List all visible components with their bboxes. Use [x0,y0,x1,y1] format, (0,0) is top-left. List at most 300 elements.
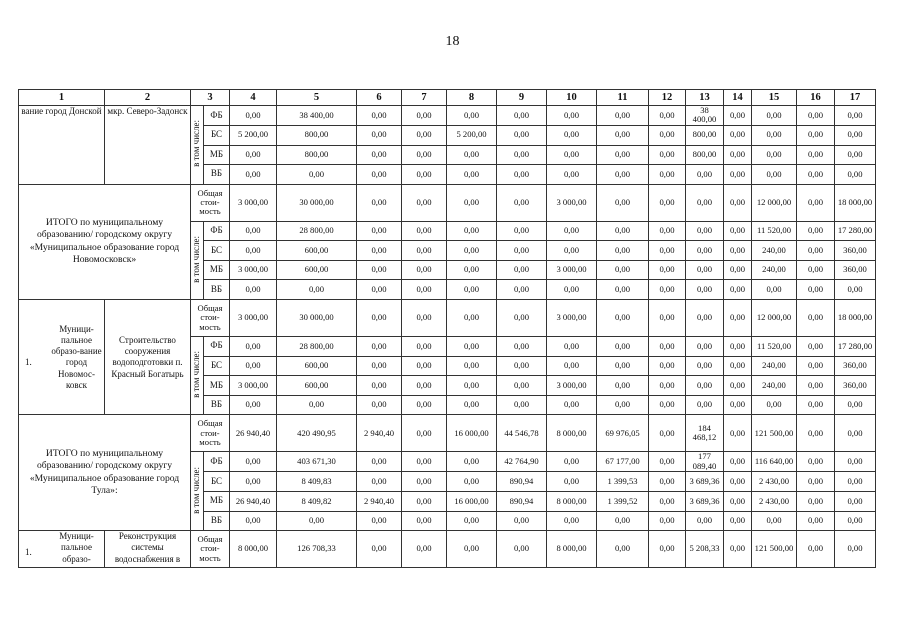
value-cell: 0,00 [724,165,752,185]
vtomchisle-cell [191,106,204,185]
header-cell: 2 [105,90,191,106]
value-cell: 0,00 [686,280,724,300]
value-cell: 360,00 [835,260,876,280]
vtomchisle-cell [191,337,204,415]
value-cell: 0,00 [230,511,277,531]
value-cell: 0,00 [497,125,547,145]
value-cell: 0,00 [597,221,649,241]
value-cell: 0,00 [447,280,497,300]
value-cell: 0,00 [402,241,447,261]
value-cell: 0,00 [724,280,752,300]
value-cell: 0,00 [797,241,835,261]
value-cell: 2 940,40 [357,491,402,511]
value-cell: 0,00 [497,280,547,300]
vtomchisle-label: в том числе: [191,120,202,168]
value-cell: 0,00 [724,491,752,511]
value-cell: 0,00 [752,395,797,415]
value-cell: 0,00 [797,452,835,472]
value-cell: 0,00 [402,356,447,376]
value-cell: 0,00 [402,531,447,568]
value-cell: 0,00 [402,337,447,357]
value-cell: 0,00 [797,356,835,376]
value-cell: 0,00 [402,145,447,165]
value-cell: 0,00 [649,337,686,357]
value-cell: 3 000,00 [547,376,597,396]
value-cell: 0,00 [835,395,876,415]
value-cell: 0,00 [547,145,597,165]
value-cell: 0,00 [649,184,686,221]
value-cell: 3 000,00 [230,184,277,221]
total-cost-label: Общая стои-мость [191,531,230,568]
value-cell: 0,00 [357,531,402,568]
value-cell: 0,00 [686,511,724,531]
value-cell: 0,00 [797,280,835,300]
value-cell: 0,00 [597,280,649,300]
vtomchisle-label: в том числе: [191,351,202,398]
value-cell: 67 177,00 [597,452,649,472]
value-cell: 5 200,00 [447,125,497,145]
value-cell: 0,00 [797,395,835,415]
value-cell: 0,00 [447,221,497,241]
header-cell: 15 [752,90,797,106]
value-cell: 16 000,00 [447,491,497,511]
value-cell: 16 000,00 [447,415,497,452]
source-label: ФБ [204,452,230,472]
value-cell: 177 089,40 [686,452,724,472]
value-cell: 0,00 [547,241,597,261]
value-cell: 0,00 [686,221,724,241]
value-cell: 0,00 [497,106,547,126]
value-cell: 8 000,00 [230,531,277,568]
value-cell: 69 976,05 [597,415,649,452]
row-number: 1. [25,547,32,558]
value-cell: 0,00 [597,337,649,357]
value-cell: 0,00 [724,511,752,531]
value-cell: 0,00 [597,260,649,280]
value-cell: 800,00 [277,125,357,145]
value-cell: 0,00 [547,221,597,241]
value-cell: 0,00 [497,300,547,337]
value-cell: 600,00 [277,260,357,280]
value-cell: 0,00 [724,452,752,472]
value-cell: 0,00 [835,452,876,472]
value-cell: 0,00 [724,356,752,376]
value-cell: 0,00 [797,472,835,492]
vtomchisle-label: в том числе: [191,466,202,514]
value-cell: 0,00 [686,165,724,185]
value-cell: 0,00 [447,165,497,185]
value-cell: 0,00 [547,337,597,357]
source-label: МБ [204,145,230,165]
value-cell: 0,00 [230,280,277,300]
value-cell: 0,00 [277,395,357,415]
source-label: МБ [204,491,230,511]
header-cell: 6 [357,90,402,106]
value-cell: 0,00 [547,472,597,492]
value-cell: 126 708,33 [277,531,357,568]
itogo-title: ИТОГО по муниципальному образованию/ городскому округу «Муниципальное образование город Тула»: [19,415,191,531]
value-cell: 360,00 [835,241,876,261]
value-cell: 0,00 [724,300,752,337]
value-cell: 0,00 [724,472,752,492]
value-cell: 0,00 [597,106,649,126]
value-cell: 0,00 [230,165,277,185]
value-cell: 0,00 [597,531,649,568]
value-cell: 0,00 [724,125,752,145]
total-cost-label: Общая стои-мость [191,300,230,337]
value-cell: 0,00 [547,106,597,126]
municipality-cell [19,531,105,568]
value-cell: 0,00 [724,145,752,165]
value-cell: 0,00 [357,337,402,357]
value-cell: 28 800,00 [277,337,357,357]
value-cell: 8 409,82 [277,491,357,511]
value-cell: 0,00 [797,260,835,280]
value-cell: 0,00 [357,260,402,280]
value-cell: 0,00 [724,221,752,241]
value-cell: 0,00 [357,356,402,376]
value-cell: 0,00 [752,106,797,126]
value-cell: 0,00 [447,356,497,376]
value-cell: 0,00 [357,165,402,185]
vtomchisle-cell [191,221,204,299]
value-cell: 0,00 [649,221,686,241]
value-cell: 3 000,00 [230,376,277,396]
value-cell: 38 400,00 [686,106,724,126]
value-cell: 0,00 [402,491,447,511]
value-cell: 5 200,00 [230,125,277,145]
value-cell: 0,00 [724,106,752,126]
value-cell: 0,00 [547,165,597,185]
value-cell: 0,00 [497,395,547,415]
value-cell: 0,00 [835,491,876,511]
value-cell: 0,00 [724,395,752,415]
header-cell: 9 [497,90,547,106]
value-cell: 0,00 [686,300,724,337]
value-cell: 11 520,00 [752,337,797,357]
value-cell: 28 800,00 [277,221,357,241]
value-cell: 0,00 [357,184,402,221]
value-cell: 8 409,83 [277,472,357,492]
value-cell: 0,00 [649,241,686,261]
value-cell: 0,00 [835,145,876,165]
value-cell: 240,00 [752,376,797,396]
value-cell: 0,00 [402,472,447,492]
value-cell: 0,00 [447,241,497,261]
value-cell: 0,00 [230,395,277,415]
value-cell: 5 208,33 [686,531,724,568]
value-cell: 0,00 [402,376,447,396]
value-cell: 0,00 [649,165,686,185]
value-cell: 0,00 [447,300,497,337]
value-cell: 18 000,00 [835,184,876,221]
header-cell: 14 [724,90,752,106]
value-cell: 17 280,00 [835,221,876,241]
value-cell: 0,00 [357,395,402,415]
value-cell: 0,00 [357,241,402,261]
value-cell: 0,00 [797,337,835,357]
value-cell: 800,00 [686,125,724,145]
value-cell: 0,00 [497,260,547,280]
source-label: ВБ [204,165,230,185]
value-cell: 0,00 [797,125,835,145]
header-cell: 11 [597,90,649,106]
value-cell: 0,00 [649,452,686,472]
value-cell: 1 399,53 [597,472,649,492]
source-label: ФБ [204,106,230,126]
value-cell: 0,00 [797,300,835,337]
value-cell: 0,00 [230,472,277,492]
value-cell: 0,00 [447,337,497,357]
value-cell: 0,00 [447,376,497,396]
itogo-title: ИТОГО по муниципальному образованию/ городскому округу «Муниципальное образование город Новомосковск» [19,184,191,299]
value-cell: 0,00 [230,356,277,376]
value-cell: 0,00 [597,241,649,261]
value-cell: 240,00 [752,356,797,376]
source-label: БС [204,241,230,261]
value-cell: 800,00 [686,145,724,165]
value-cell: 0,00 [357,472,402,492]
value-cell: 0,00 [597,145,649,165]
value-cell: 0,00 [402,221,447,241]
value-cell: 0,00 [797,491,835,511]
value-cell: 0,00 [686,356,724,376]
value-cell: 0,00 [497,356,547,376]
value-cell: 0,00 [402,165,447,185]
value-cell: 0,00 [402,300,447,337]
value-cell: 12 000,00 [752,184,797,221]
value-cell: 0,00 [230,337,277,357]
value-cell: 0,00 [357,376,402,396]
value-cell: 0,00 [752,165,797,185]
value-cell: 0,00 [797,511,835,531]
value-cell: 0,00 [402,395,447,415]
value-cell: 0,00 [402,452,447,472]
vtomchisle-label: в том числе: [191,235,202,283]
vtomchisle-cell [191,452,204,531]
header-cell: 1 [19,90,105,106]
header-cell: 17 [835,90,876,106]
value-cell: 0,00 [797,221,835,241]
value-cell: 0,00 [597,376,649,396]
value-cell: 26 940,40 [230,415,277,452]
value-cell: 116 640,00 [752,452,797,472]
value-cell: 0,00 [497,511,547,531]
source-label: ВБ [204,280,230,300]
value-cell: 3 000,00 [230,260,277,280]
table-row [19,300,876,337]
value-cell: 0,00 [447,184,497,221]
value-cell: 11 520,00 [752,221,797,241]
value-cell: 360,00 [835,356,876,376]
value-cell: 0,00 [724,337,752,357]
value-cell: 0,00 [835,511,876,531]
value-cell: 0,00 [724,241,752,261]
value-cell: 0,00 [447,472,497,492]
source-label: ВБ [204,511,230,531]
value-cell: 0,00 [797,531,835,568]
value-cell: 0,00 [797,184,835,221]
municipality-name: Муници-пальное образо- [59,531,94,564]
value-cell: 0,00 [724,415,752,452]
value-cell: 0,00 [649,472,686,492]
value-cell: 420 490,95 [277,415,357,452]
value-cell: 0,00 [752,511,797,531]
table-row [19,106,876,126]
value-cell: 0,00 [497,531,547,568]
value-cell: 1 399,52 [597,491,649,511]
value-cell: 0,00 [277,511,357,531]
header-cell: 3 [191,90,230,106]
value-cell: 0,00 [357,452,402,472]
value-cell: 0,00 [597,184,649,221]
value-cell: 3 689,36 [686,472,724,492]
value-cell: 0,00 [649,300,686,337]
value-cell: 0,00 [277,280,357,300]
value-cell: 0,00 [402,415,447,452]
value-cell: 0,00 [497,145,547,165]
table-row [19,184,876,221]
object-cell: Строительство сооружения водоподготовки п. Красный Богатырь [105,300,191,415]
value-cell: 30 000,00 [277,300,357,337]
value-cell: 0,00 [724,376,752,396]
value-cell: 44 546,78 [497,415,547,452]
value-cell: 0,00 [402,511,447,531]
value-cell: 0,00 [597,125,649,145]
source-label: БС [204,472,230,492]
header-cell: 10 [547,90,597,106]
value-cell: 8 000,00 [547,415,597,452]
value-cell: 0,00 [649,491,686,511]
value-cell: 0,00 [230,106,277,126]
value-cell: 0,00 [447,531,497,568]
value-cell: 0,00 [797,106,835,126]
value-cell: 0,00 [547,395,597,415]
value-cell: 360,00 [835,376,876,396]
value-cell: 12 000,00 [752,300,797,337]
value-cell: 0,00 [797,415,835,452]
value-cell: 0,00 [597,511,649,531]
header-cell: 7 [402,90,447,106]
value-cell: 240,00 [752,260,797,280]
value-cell: 18 000,00 [835,300,876,337]
value-cell: 403 671,30 [277,452,357,472]
value-cell: 0,00 [497,241,547,261]
value-cell: 0,00 [497,184,547,221]
value-cell: 0,00 [547,125,597,145]
source-label: БС [204,356,230,376]
value-cell: 0,00 [835,125,876,145]
source-label: ФБ [204,221,230,241]
value-cell: 8 000,00 [547,531,597,568]
municipality-cell [19,300,105,415]
value-cell: 0,00 [547,452,597,472]
table-row [19,415,876,452]
value-cell: 0,00 [686,184,724,221]
value-cell: 0,00 [649,125,686,145]
value-cell: 0,00 [835,415,876,452]
value-cell: 0,00 [724,531,752,568]
value-cell: 0,00 [686,395,724,415]
value-cell: 0,00 [649,280,686,300]
value-cell: 0,00 [497,337,547,357]
value-cell: 0,00 [597,356,649,376]
header-cell: 16 [797,90,835,106]
value-cell: 0,00 [724,184,752,221]
value-cell: 0,00 [447,452,497,472]
value-cell: 2 940,40 [357,415,402,452]
value-cell: 0,00 [797,145,835,165]
header-cell: 13 [686,90,724,106]
total-cost-label: Общая стои-мость [191,415,230,452]
value-cell: 0,00 [649,511,686,531]
value-cell: 8 000,00 [547,491,597,511]
value-cell: 0,00 [230,221,277,241]
object-cell: Реконструкция системы водоснабжения в [105,531,191,568]
value-cell: 30 000,00 [277,184,357,221]
value-cell: 0,00 [497,165,547,185]
value-cell: 0,00 [402,125,447,145]
value-cell: 0,00 [357,280,402,300]
value-cell: 3 689,36 [686,491,724,511]
value-cell: 0,00 [547,280,597,300]
header-cell: 8 [447,90,497,106]
value-cell: 184 468,12 [686,415,724,452]
value-cell: 121 500,00 [752,415,797,452]
value-cell: 0,00 [835,280,876,300]
value-cell: 0,00 [497,376,547,396]
source-label: МБ [204,376,230,396]
value-cell: 890,94 [497,472,547,492]
value-cell: 0,00 [686,337,724,357]
value-cell: 0,00 [497,221,547,241]
value-cell: 0,00 [649,395,686,415]
value-cell: 0,00 [230,241,277,261]
value-cell: 0,00 [447,106,497,126]
value-cell: 0,00 [835,472,876,492]
value-cell: 0,00 [402,106,447,126]
value-cell: 26 940,40 [230,491,277,511]
value-cell: 0,00 [230,145,277,165]
value-cell: 0,00 [357,511,402,531]
value-cell: 0,00 [357,106,402,126]
value-cell: 0,00 [357,300,402,337]
value-cell: 0,00 [547,511,597,531]
value-cell: 0,00 [752,125,797,145]
value-cell: 3 000,00 [230,300,277,337]
municipality-name: Муници-пальное образо-вание город Новомос-ковск [51,323,102,390]
header-cell: 4 [230,90,277,106]
value-cell: 0,00 [686,241,724,261]
municipality-cell: вание город Донской [19,106,105,185]
total-cost-label: Общая стои-мость [191,184,230,221]
value-cell: 0,00 [547,356,597,376]
object-cell: мкр. Северо-Задонск [105,106,191,185]
value-cell: 121 500,00 [752,531,797,568]
value-cell: 0,00 [402,280,447,300]
source-label: ФБ [204,337,230,357]
header-cell: 5 [277,90,357,106]
value-cell: 0,00 [649,356,686,376]
value-cell: 0,00 [447,511,497,531]
value-cell: 0,00 [277,165,357,185]
table-row [19,531,876,568]
value-cell: 0,00 [724,260,752,280]
value-cell: 3 000,00 [547,300,597,337]
value-cell: 0,00 [447,395,497,415]
value-cell: 0,00 [797,165,835,185]
value-cell: 42 764,90 [497,452,547,472]
